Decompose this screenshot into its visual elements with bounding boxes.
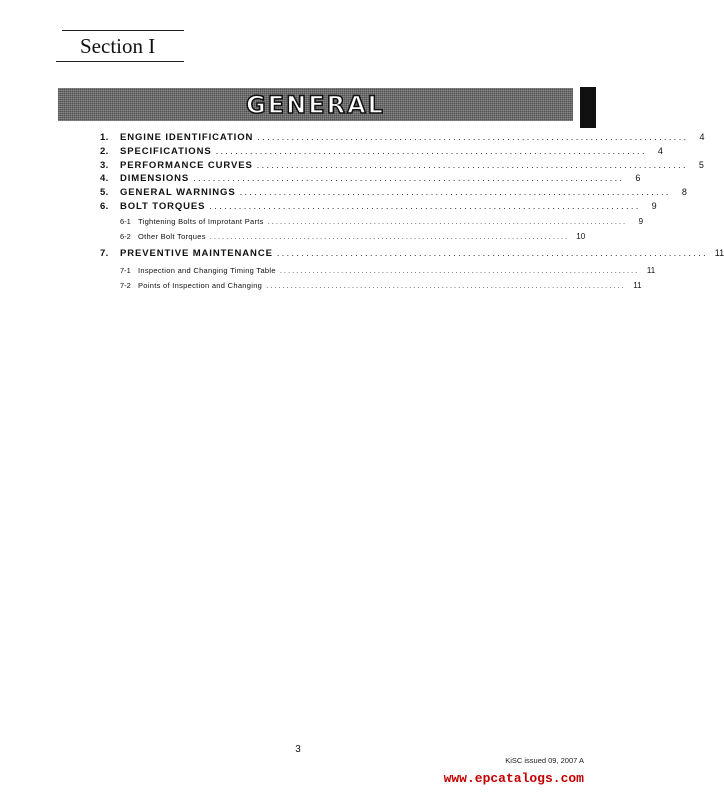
toc-entry-number: 5. bbox=[100, 187, 109, 198]
toc-entry-page: 6 bbox=[635, 173, 641, 183]
toc-leader-dots: ........................................................................................ bbox=[266, 281, 626, 290]
section-numeral: I bbox=[148, 34, 157, 58]
toc-entry-page: 8 bbox=[681, 187, 687, 197]
toc-leader-dots: ........................................................................................ bbox=[193, 173, 625, 183]
toc-entry-dimensions[interactable] bbox=[100, 173, 641, 184]
toc-entry-engine-identification[interactable] bbox=[100, 132, 705, 143]
toc-entry-title: PERFORMANCE CURVES bbox=[120, 160, 253, 171]
toc-entry-number: 6. bbox=[100, 201, 109, 212]
toc-leader-dots: ........................................................................................ bbox=[279, 266, 640, 275]
toc-entry-number: 2. bbox=[100, 146, 109, 157]
toc-leader-dots: ........................................................................................ bbox=[257, 132, 689, 142]
toc-subentry-number: 6-1 bbox=[120, 217, 131, 226]
toc-entry-number: 3. bbox=[100, 160, 109, 171]
section-edge-tab bbox=[580, 87, 596, 128]
toc-subentry-page: 11 bbox=[633, 281, 642, 290]
toc-entry-title: PREVENTIVE MAINTENANCE bbox=[120, 248, 273, 259]
toc-leader-dots: ........................................................................................ bbox=[209, 232, 570, 241]
toc-subentry-number: 7-1 bbox=[120, 266, 131, 275]
toc-leader-dots: ........................................................................................ bbox=[267, 217, 628, 226]
toc-entry-page: 9 bbox=[651, 201, 657, 211]
toc-subentry-number: 6-2 bbox=[120, 232, 131, 241]
toc-subentry-number: 7-2 bbox=[120, 281, 131, 290]
section-header-top-rule bbox=[62, 30, 184, 31]
section-title bbox=[80, 34, 156, 59]
section-header bbox=[56, 28, 184, 64]
toc-subentry-title: Points of Inspection and Changing bbox=[138, 281, 263, 290]
toc-leader-dots: ........................................................................................ bbox=[209, 201, 641, 211]
page-number: 3 bbox=[295, 744, 301, 755]
toc-leader-dots: ........................................................................................ bbox=[215, 146, 647, 156]
toc-subentry-title: Other Bolt Torques bbox=[138, 232, 206, 241]
toc-entry-title: GENERAL WARNINGS bbox=[120, 187, 236, 198]
toc-subentry-page: 11 bbox=[646, 266, 656, 275]
toc-entry-preventive-maintenance[interactable] bbox=[100, 248, 724, 259]
toc-entry-title: SPECIFICATIONS bbox=[120, 146, 212, 157]
toc-entry-number: 4. bbox=[100, 173, 109, 184]
watermark-link[interactable]: www.epcatalogs.com bbox=[443, 771, 584, 786]
toc-entry-bolt-torques[interactable] bbox=[100, 201, 657, 212]
chapter-banner bbox=[58, 88, 573, 121]
toc-entry-title: BOLT TORQUES bbox=[120, 201, 206, 212]
toc-subentry-other-bolt-torques[interactable] bbox=[120, 232, 586, 241]
chapter-title: GENERAL bbox=[246, 91, 385, 119]
toc-subentry-page: 9 bbox=[638, 217, 644, 226]
toc-subentry-title: Tightening Bolts of Improtant Parts bbox=[138, 217, 264, 226]
issue-note: KiSC issued 09, 2007 A bbox=[505, 756, 584, 765]
toc-entry-number: 7. bbox=[100, 248, 109, 259]
toc-entry-specifications[interactable] bbox=[100, 146, 663, 157]
toc-subentry-title: Inspection and Changing Timing Table bbox=[138, 266, 276, 275]
toc-entry-title: DIMENSIONS bbox=[120, 173, 190, 184]
toc-entry-title: ENGINE IDENTIFICATION bbox=[120, 132, 254, 143]
toc-entry-page: 4 bbox=[699, 132, 705, 142]
toc-entry-page: 4 bbox=[657, 146, 663, 156]
toc-subentry-inspection-timing-table[interactable] bbox=[120, 266, 656, 275]
toc-leader-dots: ........................................................................................ bbox=[276, 248, 709, 258]
section-label: Section bbox=[80, 34, 143, 58]
toc-leader-dots: ........................................................................................ bbox=[256, 160, 688, 170]
toc-entry-page: 5 bbox=[698, 160, 704, 170]
toc-entry-general-warnings[interactable] bbox=[100, 187, 687, 198]
toc-entry-performance-curves[interactable] bbox=[100, 160, 704, 171]
toc-subentry-tightening-bolts[interactable] bbox=[120, 217, 644, 226]
toc-entry-page: 11 bbox=[714, 248, 724, 258]
section-header-bottom-rule bbox=[56, 61, 184, 62]
toc-subentry-points-of-inspection[interactable] bbox=[120, 281, 642, 290]
toc-entry-number: 1. bbox=[100, 132, 109, 143]
toc-subentry-page: 10 bbox=[576, 232, 586, 241]
toc-leader-dots: ........................................................................................ bbox=[239, 187, 671, 197]
